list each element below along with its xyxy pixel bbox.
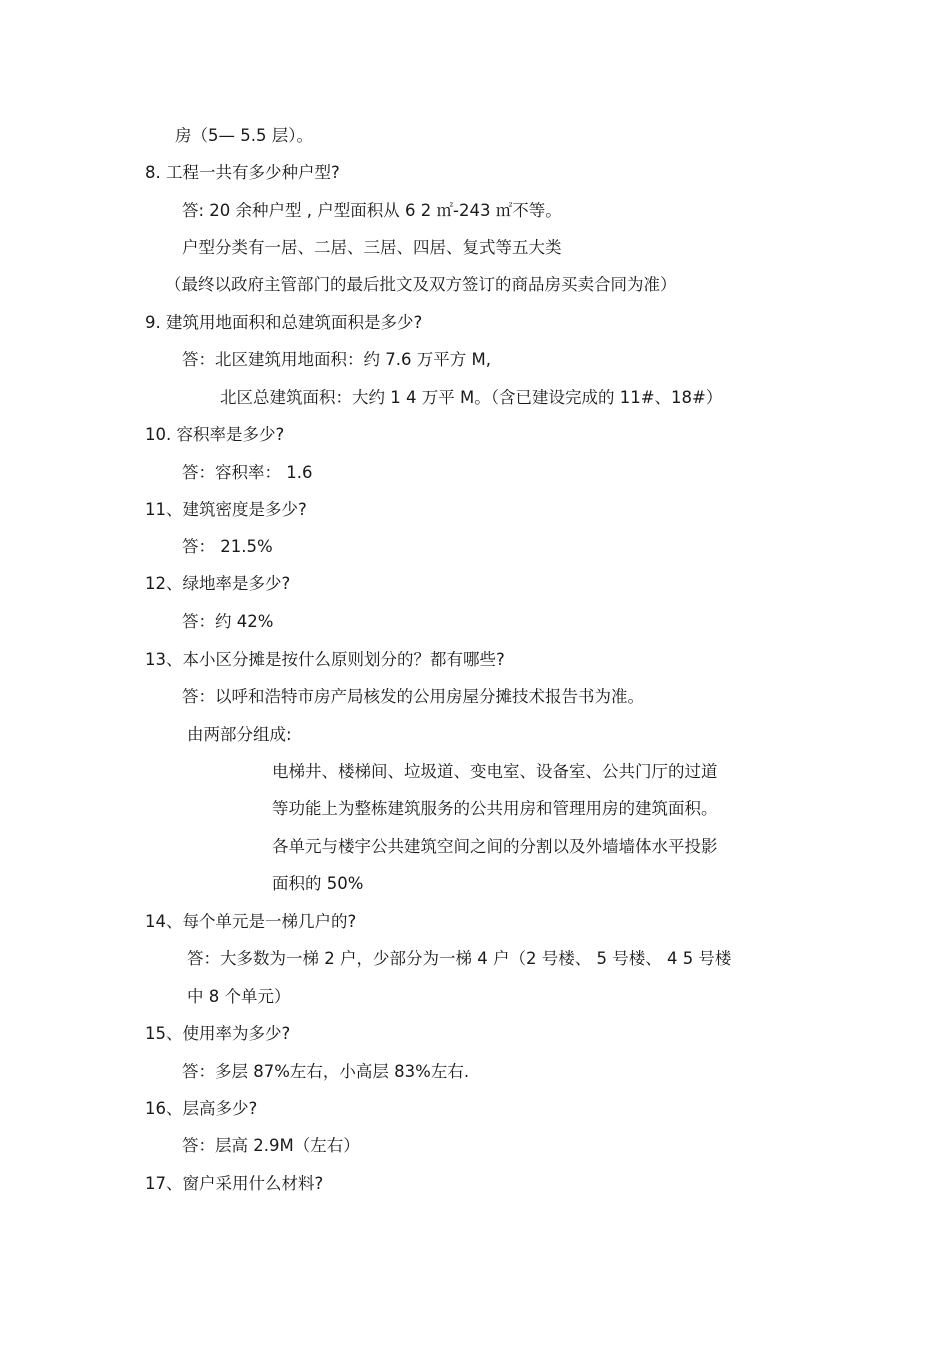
answer-14: 答：大多数为一梯 2 户，少部分为一梯 4 户（2 号楼、 5 号楼、 4 5 号楼 [187,949,732,968]
text-line: 中 8 个单元） [187,987,291,1006]
question-15: 15、使用率为多少? [145,1024,291,1043]
question-13: 13、本小区分摊是按什么原则划分的？都有哪些? [145,650,505,669]
text-line: 面积的 50% [272,874,364,893]
text-line: 房（5— 5.5 层）。 [175,126,313,145]
text-line: 各单元与楼宇公共建筑空间之间的分割以及外墙墙体水平投影 [272,837,718,856]
answer-9: 答：北区建筑用地面积：约 7.6 万平方 M, [182,350,491,369]
question-10: 10. 容积率是多少? [145,425,285,444]
question-8: 8. 工程一共有多少种户型? [145,163,340,182]
answer-13: 答：以呼和浩特市房产局核发的公用房屋分摊技术报告书为准。 [182,687,644,706]
text-line: 户型分类有一居、二居、三居、四居、复式等五大类 [182,238,562,257]
text-line: 电梯井、楼梯间、垃圾道、变电室、设备室、公共门厅的过道 [272,762,718,781]
question-11: 11、建筑密度是多少? [145,500,307,519]
question-14: 14、每个单元是一梯几户的? [145,912,357,931]
answer-11: 答： 21.5% [182,537,273,556]
text-line: 北区总建筑面积：大约 1 4 万平 M。（含已建设完成的 11#、18#） [220,388,723,407]
question-16: 16、层高多少? [145,1099,258,1118]
answer-10: 答：容积率： 1.6 [182,463,313,482]
question-17: 17、窗户采用什么材料? [145,1174,324,1193]
answer-15: 答：多层 87%左右，小高层 83%左右. [182,1062,470,1081]
question-12: 12、绿地率是多少? [145,574,291,593]
text-line: 等功能上为整栋建筑服务的公共用房和管理用房的建筑面积。 [272,799,718,818]
answer-8: 答: 20 余种户型 , 户型面积从 6 2 ㎡-243 ㎡不等。 [182,201,562,220]
answer-12: 答：约 42% [182,612,274,631]
answer-16: 答：层高 2.9M（左右） [182,1136,360,1155]
text-line: 由两部分组成: [187,725,292,744]
question-9: 9. 建筑用地面积和总建筑面积是多少? [145,313,423,332]
note-line: （最终以政府主管部门的最后批文及双方签订的商品房买卖合同为准） [165,275,677,294]
